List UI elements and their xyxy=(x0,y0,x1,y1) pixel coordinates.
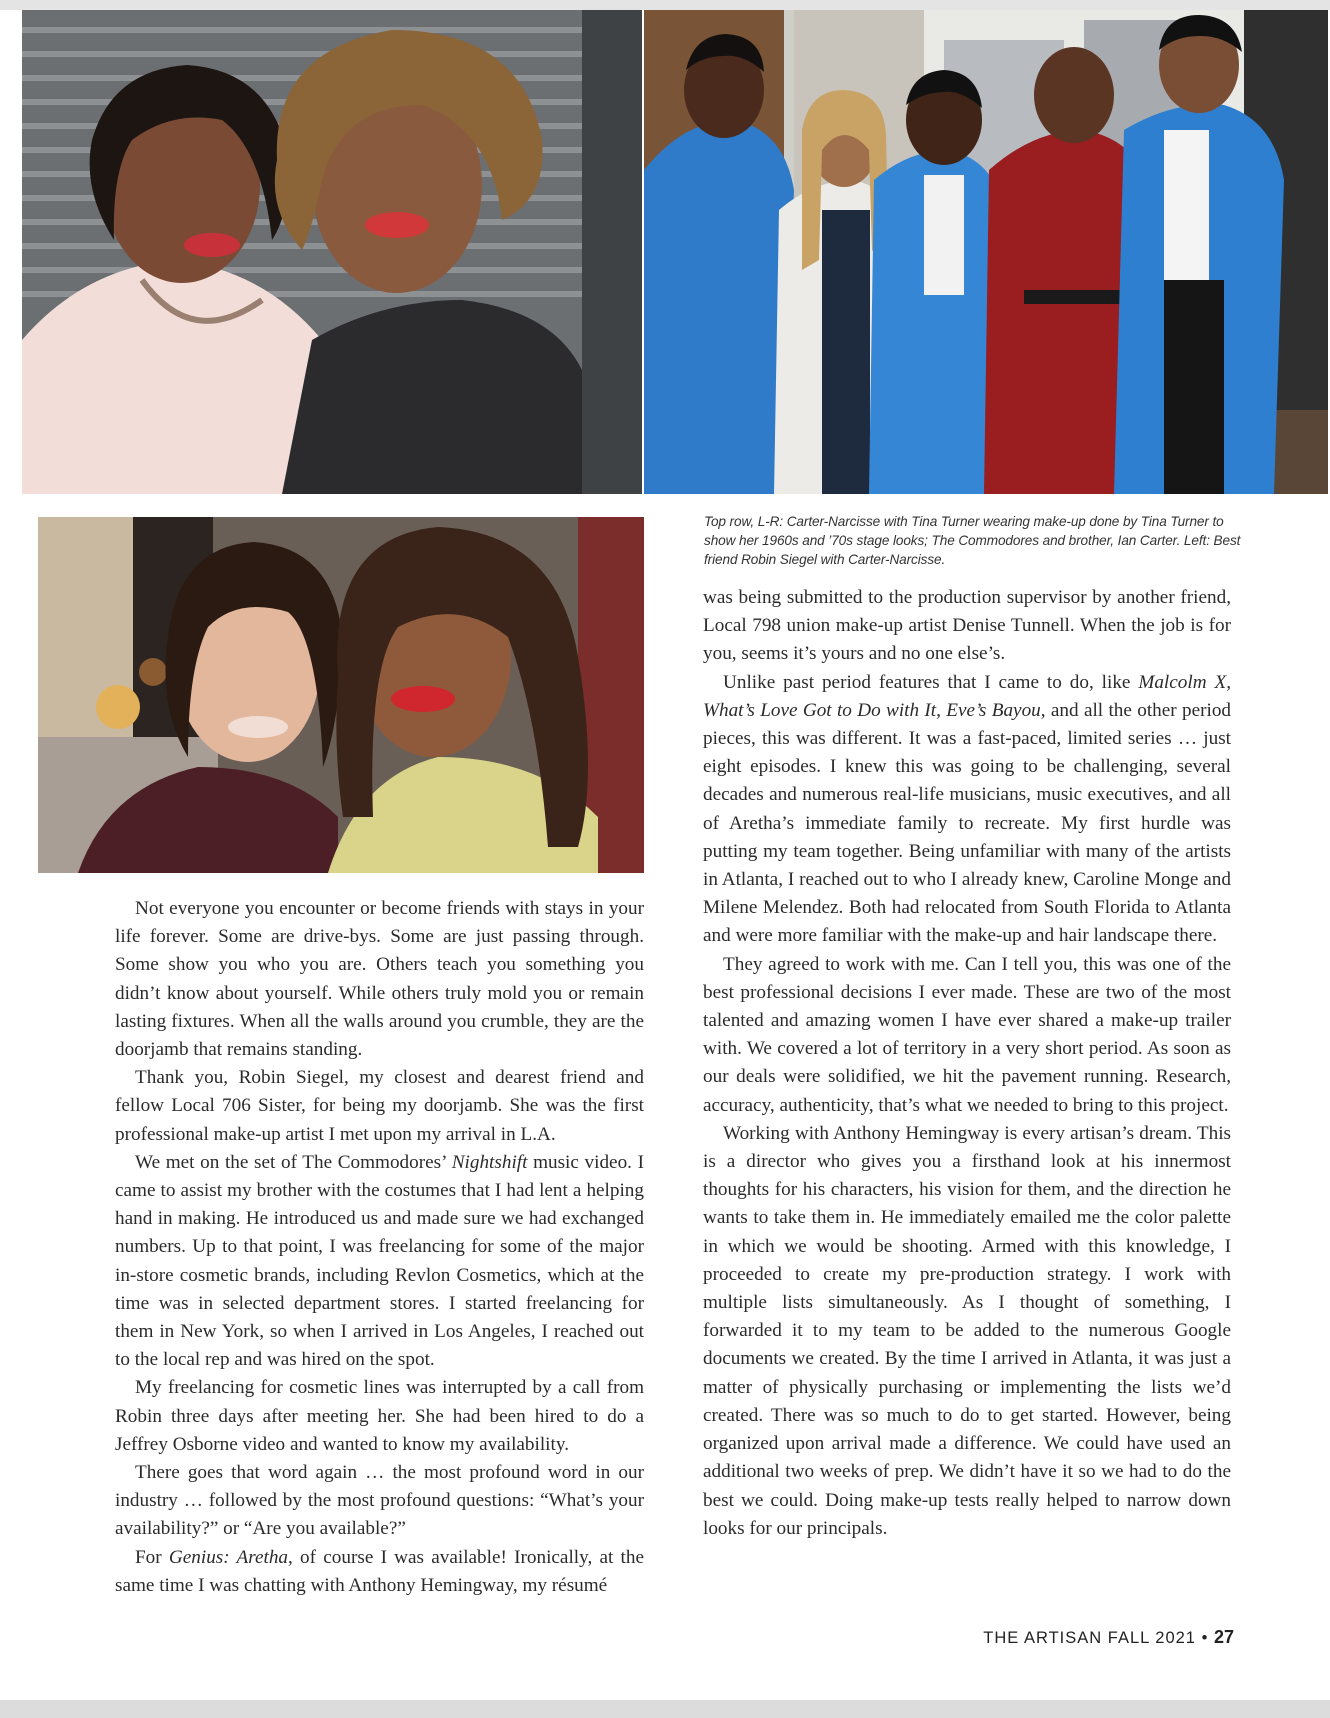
paragraph: We met on the set of The Commodores’ Nightshift music video. I came to assist my brother with the costumes that I had lent a helping hand in making. He introduced us and made sure we had exchanged numbers. Up to that point, I was freelancing for some of the major in-store cosmetic brands, including Revlon Cosmetics, which at the time was in selected department stores. I started freelancing for them in New York, so when I arrived in Los Angeles, I reached out to the local rep and was hired on the spot. xyxy=(115,1151,644,1371)
issue-label: FALL 2021 xyxy=(1107,1629,1196,1647)
bottom-edge xyxy=(0,1700,1330,1718)
page-number: 27 xyxy=(1213,1627,1234,1647)
top-edge xyxy=(0,0,1330,10)
paragraph: was being submitted to the production supervisor by another friend, Local 798 union make-up artist Denise Tunnell. When the job is for you, seems it’s yours and no one else’s. xyxy=(703,587,1231,665)
paragraph: Not everyone you encounter or become friends with stays in your life forever. Some are drive-bys. Some are just passing through. Some show you who you are. Others teach you something you didn’t know about yourself. While others truly mold you or remain lasting fixtures. When all the walls around you crumble, they are the doorjamb that remains standing. xyxy=(115,898,644,1061)
magazine-name: THE ARTISAN xyxy=(983,1629,1103,1647)
footer-bullet: • xyxy=(1201,1629,1209,1647)
paragraph: They agreed to work with me. Can I tell you, this was one of the best professional decisions I ever made. These are two of the most talented and amazing women I have ever shared a make-up trailer with. We covered a lot of territory in a very short period. As soon as our deals were solidified, we hit the pavement running. Research, accuracy, authenticity, that’s what we needed to bring to this project. xyxy=(703,953,1231,1116)
paragraph: For Genius: Aretha, of course I was available! Ironically, at the same time I was chatting with Anthony Hemingway, my résumé xyxy=(115,1546,644,1596)
photo-carter-narcisse-tina-turner xyxy=(22,10,642,494)
paragraph: Unlike past period features that I came to do, like Malcolm X, What’s Love Got to Do with It, Eve’s Bayou, and all the other period pieces, this was different. It was a fast-paced, limited series … just eight episodes. I knew this was going to be challenging, several decades and numerous real-life musicians, music executives, and all of Aretha’s immediate family to recreate. My first hurdle was putting my team together. Being unfamiliar with many of the artists in Atlanta, I reached out to who I already knew, Caroline Monge and Milene Melendez. Both had relocated from South Florida to Atlanta and were more familiar with the make-up and hair landscape there. xyxy=(703,671,1232,947)
paragraph: There goes that word again … the most profound word in our industry … followed by the most profound questions: “What’s your availability?” or “Are you available?” xyxy=(115,1462,644,1540)
photo-caption: Top row, L-R: Carter-Narcisse with Tina Turner wearing make-up done by Tina Turner to show her 1960s and ’70s stage looks; The Commodores and brother, Ian Carter. Left: Best friend Robin Siegel with Carter-Narcisse. xyxy=(704,514,1241,567)
paragraph: Working with Anthony Hemingway is every artisan’s dream. This is a director who gives you a firsthand look at his innermost thoughts for his characters, his vision for them, and the direction he wants to take them in. He immediately emailed me the color palette in which we would be shooting. Armed with this knowledge, I proceeded to create my pre-production strategy. I work with multiple lists simultaneously. As I thought of something, I forwarded it to my team to be added to the numerous Google documents we created. By the time I arrived in Atlanta, it was just a matter of physically purchasing or implementing the lists we’d created. There was so much to do to get started. However, being organized upon arrival made a difference. We could have used an additional two weeks of prep. We didn’t have it so we had to do the best we could. Doing make-up tests really helped to narrow down looks for our principals. xyxy=(703,1122,1231,1539)
body-column-left xyxy=(115,895,644,1600)
body-column-right xyxy=(703,584,1231,1543)
paragraph: My freelancing for cosmetic lines was interrupted by a call from Robin three days after meeting her. She had been hired to do a Jeffrey Osborne video and wanted to know my availability. xyxy=(115,1377,644,1455)
paragraph: Thank you, Robin Siegel, my closest and dearest friend and fellow Local 706 Sister, for being my doorjamb. She was the first professional make-up artist I met upon my arrival in L.A. xyxy=(115,1067,644,1145)
photo-commodores-and-ian-carter xyxy=(644,10,1328,494)
photo-robin-siegel-and-carter-narcisse xyxy=(38,517,644,873)
page-footer xyxy=(983,1627,1234,1648)
